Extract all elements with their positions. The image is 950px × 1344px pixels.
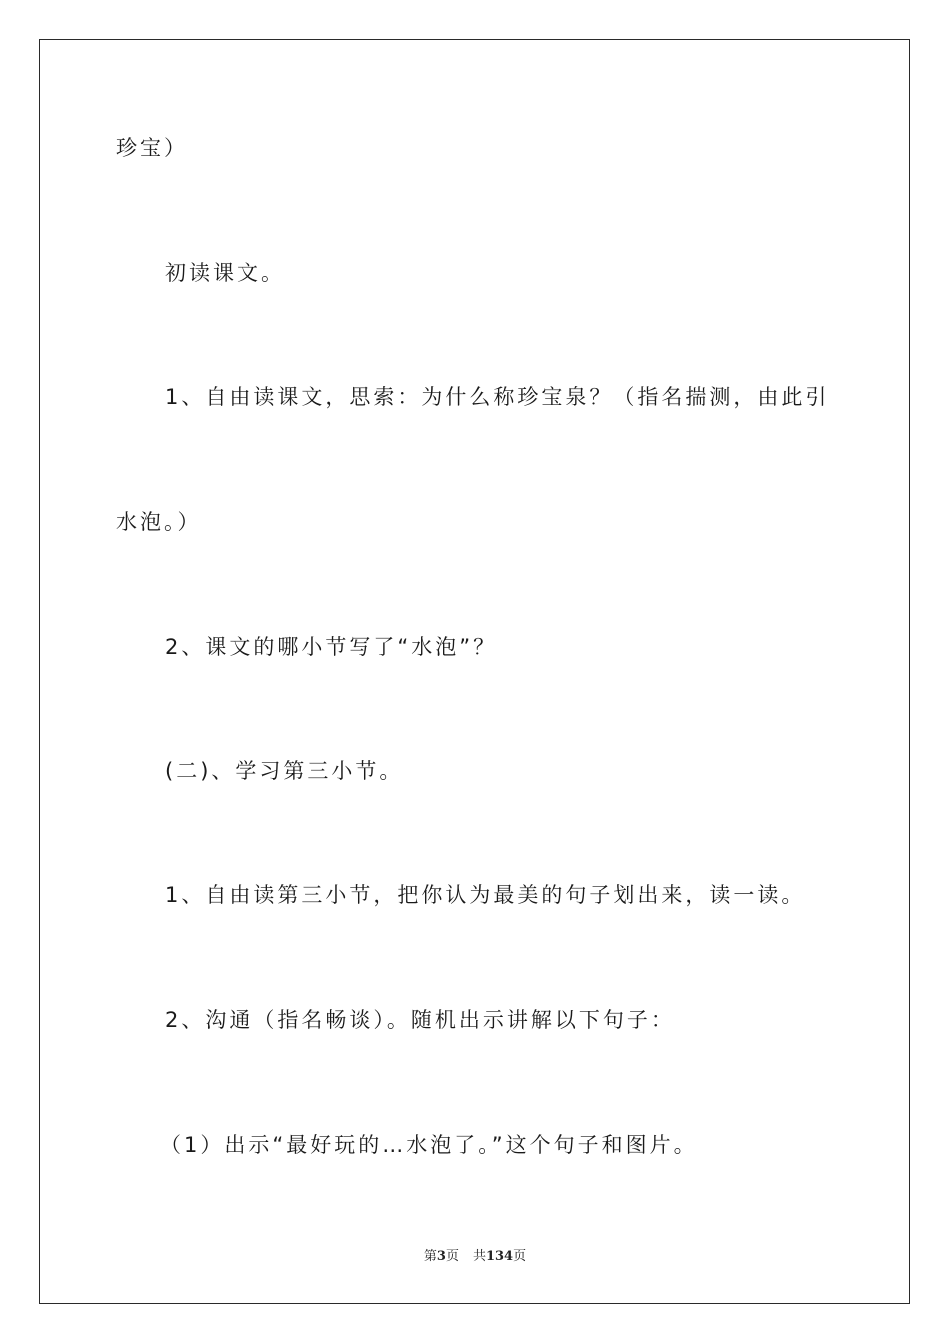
footer-page-number: 3 [436, 1249, 446, 1264]
footer-page-suffix: 页 [445, 1249, 459, 1264]
text-line-8: 2、沟通（指名畅谈）。随机出示讲解以下句子： [165, 1008, 675, 1032]
text-line-3: 1、自由读课文，思索：为什么称珍宝泉？（指名揣测，由此引 [165, 385, 830, 409]
footer-total-number: 134 [485, 1249, 514, 1264]
footer-total-prefix: 共 [472, 1249, 486, 1264]
text-line-7: 1、自由读第三小节，把你认为最美的句子划出来，读一读。 [165, 883, 806, 907]
text-line-5: 2、课文的哪小节写了“水泡”？ [165, 635, 498, 659]
text-line-1: 珍宝） [116, 136, 188, 160]
text-line-4: 水泡。） [116, 510, 202, 534]
page-footer [0, 1250, 950, 1263]
footer-total-suffix: 页 [513, 1249, 527, 1264]
text-line-2: 初读课文。 [165, 261, 285, 285]
text-line-6: (二)、学习第三小节。 [165, 759, 404, 783]
footer-page-prefix: 第 [423, 1249, 437, 1264]
page-border [39, 39, 910, 1304]
text-line-9: （1）出示“最好玩的…水泡了。”这个句子和图片。 [160, 1133, 698, 1157]
